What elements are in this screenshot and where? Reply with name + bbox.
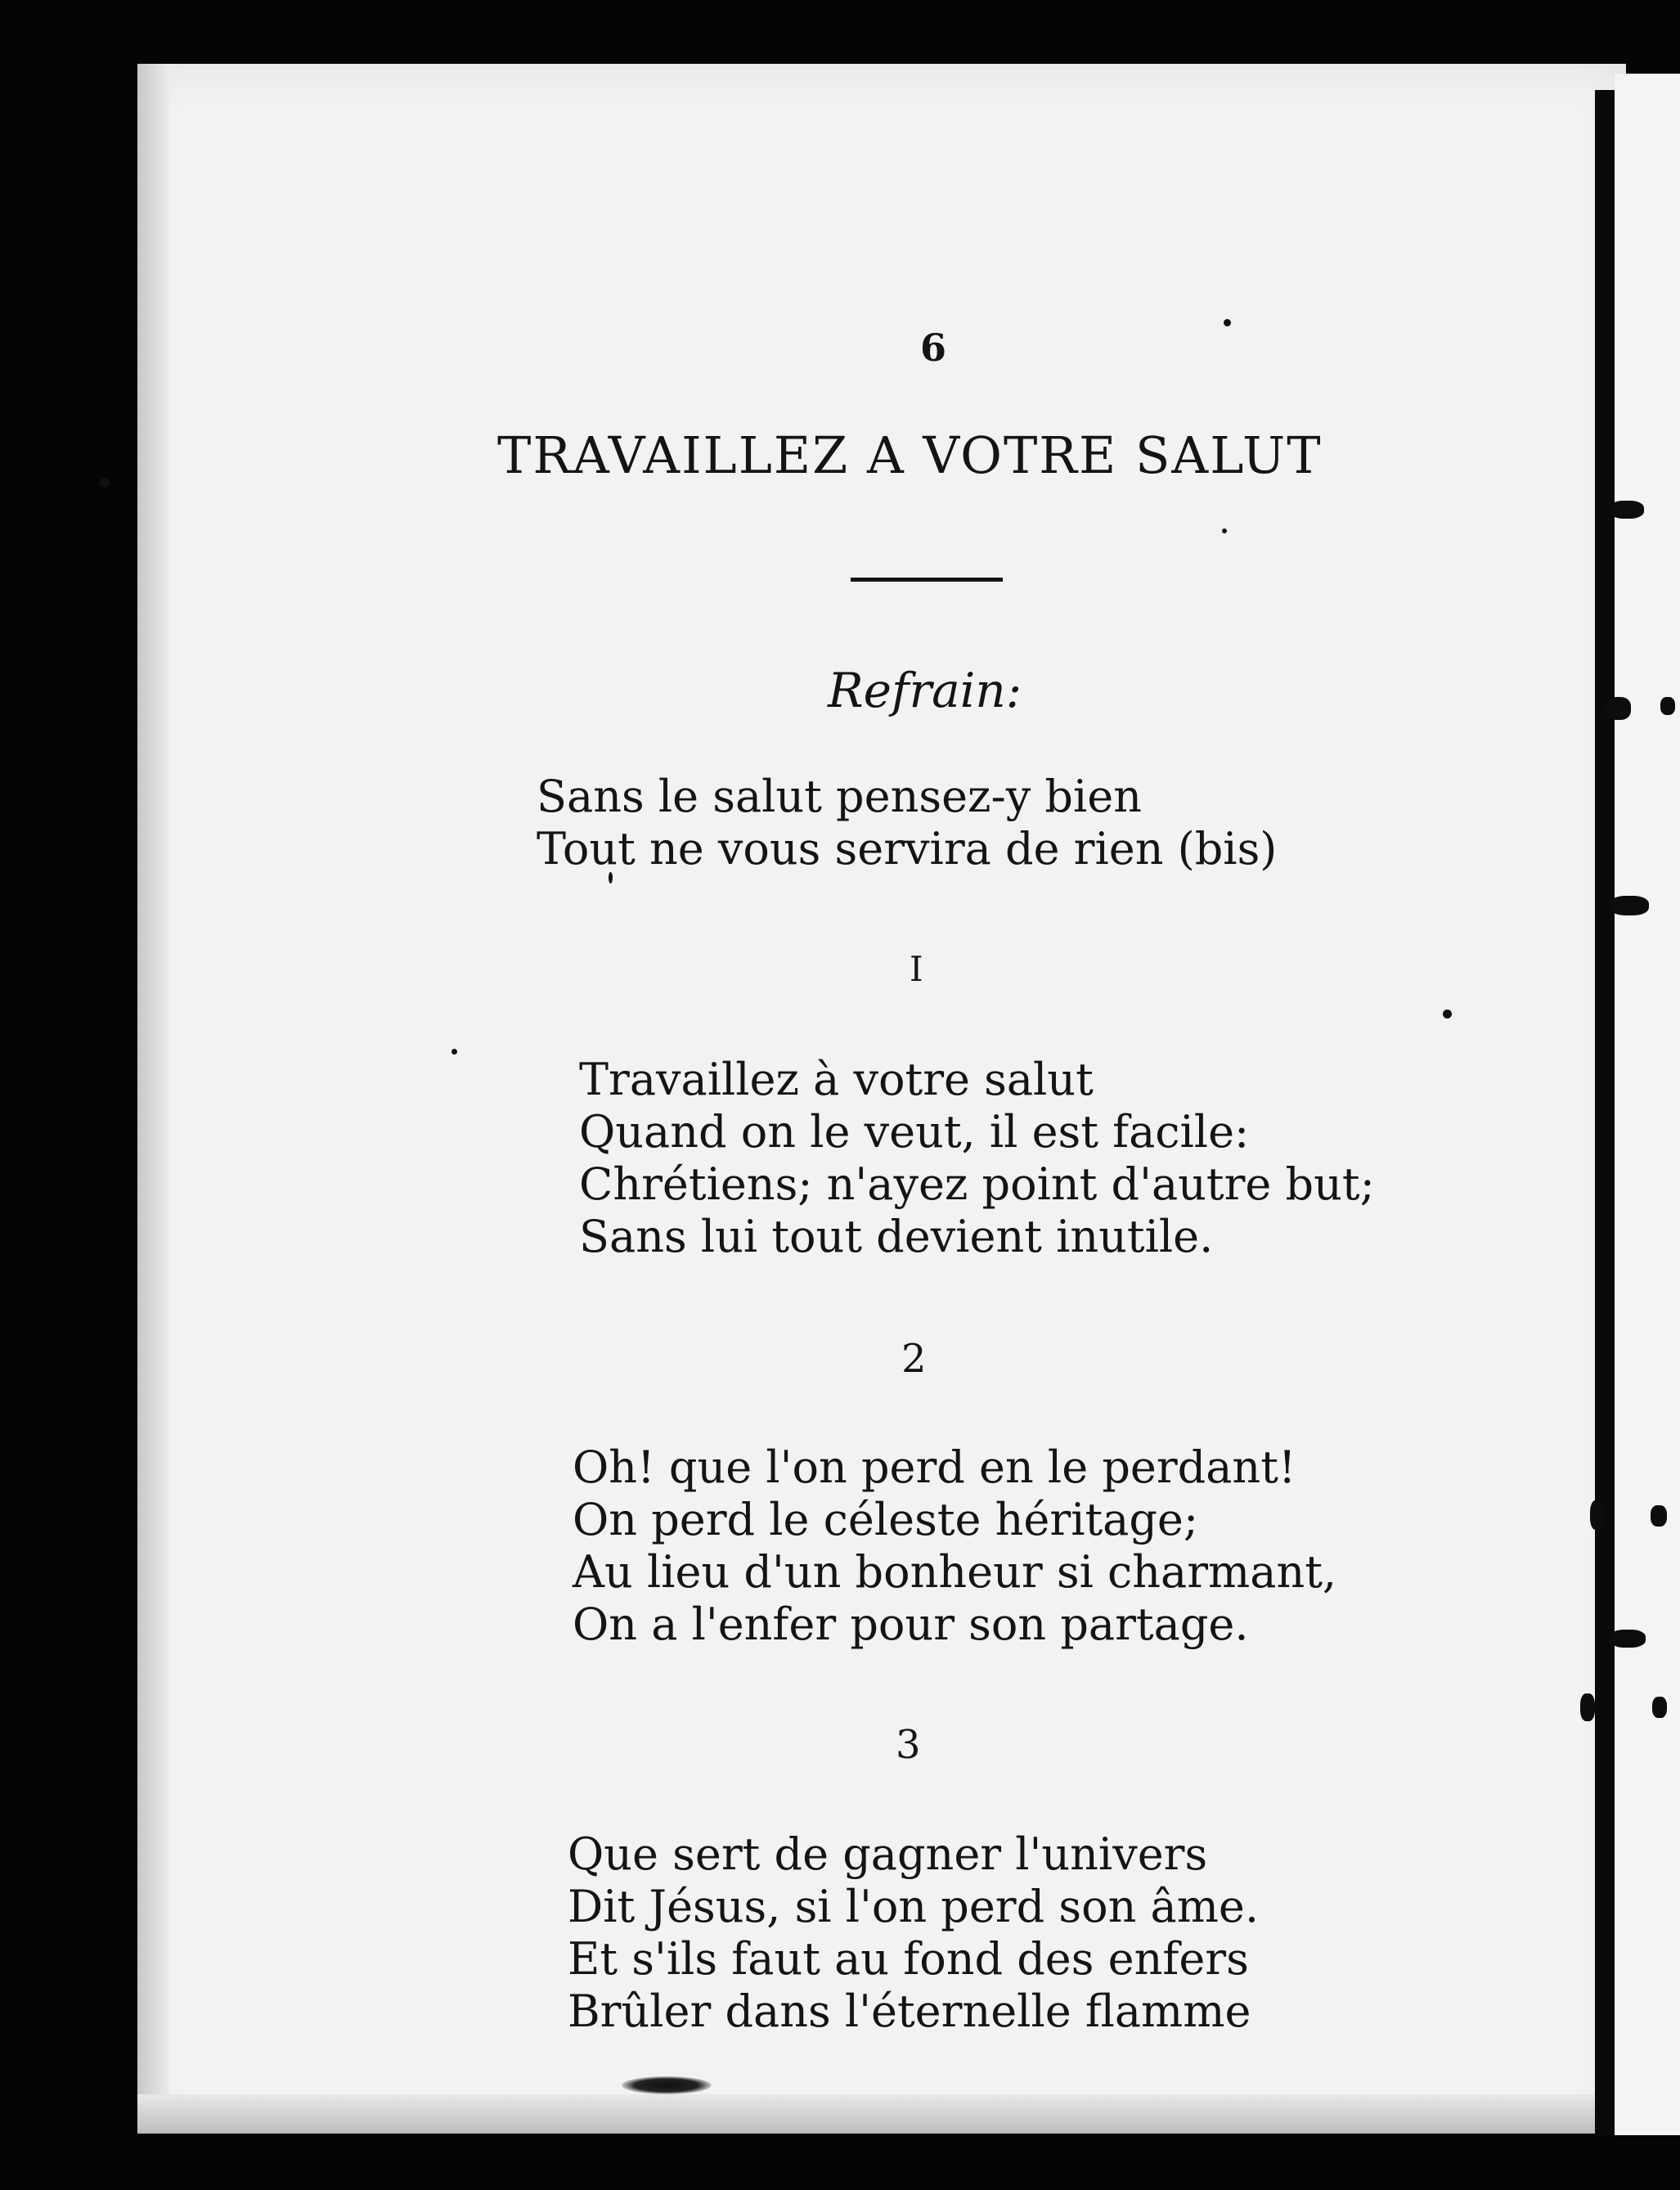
binding-mark bbox=[1652, 1697, 1667, 1718]
page-edge-left bbox=[137, 64, 170, 2134]
dust-speck bbox=[1224, 319, 1231, 326]
page-title: TRAVAILLEZ A VOTRE SALUT bbox=[497, 425, 1323, 485]
verse-line: Et s'ils faut au fond des enfers bbox=[568, 1933, 1249, 1985]
verse-line: Travaillez à votre salut bbox=[579, 1054, 1094, 1105]
stanza-number: 3 bbox=[896, 1722, 921, 1768]
page-edge-bottom bbox=[137, 2094, 1626, 2134]
verse-line: Tout ne vous servira de rien (bis) bbox=[537, 823, 1278, 875]
verse-line: On perd le céleste héritage; bbox=[573, 1494, 1199, 1545]
dust-speck bbox=[451, 1049, 457, 1055]
binding-mark bbox=[1610, 1630, 1646, 1648]
stanza-verse bbox=[568, 1828, 1259, 2038]
binding-mark bbox=[1606, 697, 1631, 720]
stanza-verse bbox=[573, 1441, 1336, 1651]
stanza-verse bbox=[579, 1054, 1375, 1263]
stanza-number: 2 bbox=[901, 1336, 927, 1382]
facing-page-edge bbox=[1615, 74, 1680, 2135]
binding-mark bbox=[1580, 1693, 1595, 1721]
page-number: 6 bbox=[920, 326, 947, 370]
verse-line: Sans lui tout devient inutile. bbox=[579, 1211, 1214, 1262]
ink-smudge bbox=[622, 2076, 712, 2094]
verse-line: Brûler dans l'éternelle flamme bbox=[568, 1985, 1251, 2037]
binding-mark bbox=[1610, 896, 1649, 915]
verse-line: Dit Jésus, si l'on perd son âme. bbox=[568, 1881, 1260, 1932]
verse-line: Quand on le veut, il est facile: bbox=[579, 1106, 1250, 1158]
binding-mark bbox=[1651, 1505, 1667, 1527]
title-rule bbox=[851, 578, 1003, 582]
dust-speck bbox=[100, 478, 110, 488]
binding-mark bbox=[1590, 1500, 1603, 1530]
stanza-number: I bbox=[910, 949, 923, 989]
verse-line: Que sert de gagner l'univers bbox=[568, 1828, 1208, 1880]
dust-speck bbox=[1443, 1010, 1452, 1019]
refrain-verse bbox=[537, 771, 1277, 875]
book-binding bbox=[1595, 90, 1615, 2135]
verse-line: Chrétiens; n'ayez point d'autre but; bbox=[579, 1158, 1375, 1210]
binding-mark bbox=[1660, 697, 1675, 715]
dust-speck bbox=[1222, 528, 1227, 533]
verse-line: Oh! que l'on perd en le perdant! bbox=[573, 1441, 1296, 1493]
refrain-label: Refrain: bbox=[828, 663, 1022, 718]
binding-mark bbox=[1610, 501, 1644, 519]
verse-line: On a l'enfer pour son partage. bbox=[573, 1599, 1249, 1650]
verse-line: Au lieu d'un bonheur si charmant, bbox=[573, 1546, 1337, 1598]
verse-line: Sans le salut pensez-y bien bbox=[537, 771, 1142, 822]
